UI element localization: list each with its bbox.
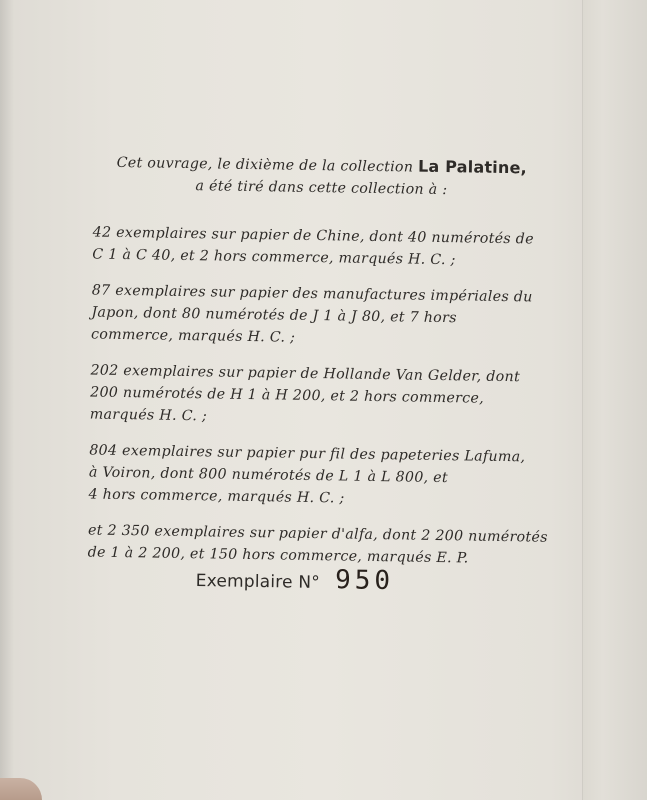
copy-number	[196, 563, 395, 596]
entry-line: Japon, dont 80 numérotés de J 1 à J 80, et 7 hors	[91, 304, 457, 327]
entry-chine	[92, 222, 569, 273]
entry-line: 202 exemplaires sur papier de Hollande Van Gelder, dont	[90, 362, 521, 386]
entry-line: 200 numérotés de H 1 à H 200, et 2 hors commerce,	[90, 384, 485, 407]
entry-hollande	[90, 360, 567, 433]
page-gutter-shadow	[0, 0, 14, 800]
colophon-text	[53, 150, 570, 585]
entry-japon	[91, 280, 568, 353]
entry-line: commerce, marqués H. C. ;	[90, 326, 296, 346]
intro-line-2: a été tiré dans cette collection à :	[195, 178, 448, 199]
entry-line: 4 hors commerce, marqués H. C. ;	[88, 486, 345, 507]
intro-paragraph	[73, 150, 570, 203]
entry-line: marqués H. C. ;	[89, 406, 208, 425]
entry-pur-fil	[88, 439, 565, 512]
copy-number-label: Exemplaire N°	[195, 570, 321, 593]
entry-line: 87 exemplaires sur papier des manufactures impériales du	[91, 282, 533, 306]
entry-line: et 2 350 exemplaires sur papier d'alfa, dont 2 200 numérotés	[87, 522, 548, 546]
finger-edge	[0, 778, 42, 800]
entry-line: à Voiron, dont 800 numérotés de L 1 à L 800, et	[88, 464, 449, 487]
entry-line: 804 exemplaires sur papier pur fil des papeteries Lafuma,	[89, 442, 526, 466]
entry-alfa	[88, 519, 565, 570]
intro-prefix: Cet ouvrage, le dixième de la collection	[116, 154, 414, 176]
next-page-edge	[582, 0, 647, 800]
entry-line: C 1 à C 40, et 2 hors commerce, marqués H. C. ;	[92, 246, 456, 269]
entry-line: de 1 à 2 200, et 150 hors commerce, marqués E. P.	[87, 544, 469, 567]
entry-line: 42 exemplaires sur papier de Chine, dont 40 numérotés de	[92, 224, 534, 248]
collection-name: La Palatine,	[417, 156, 528, 178]
copy-number-value: 950	[334, 565, 395, 597]
